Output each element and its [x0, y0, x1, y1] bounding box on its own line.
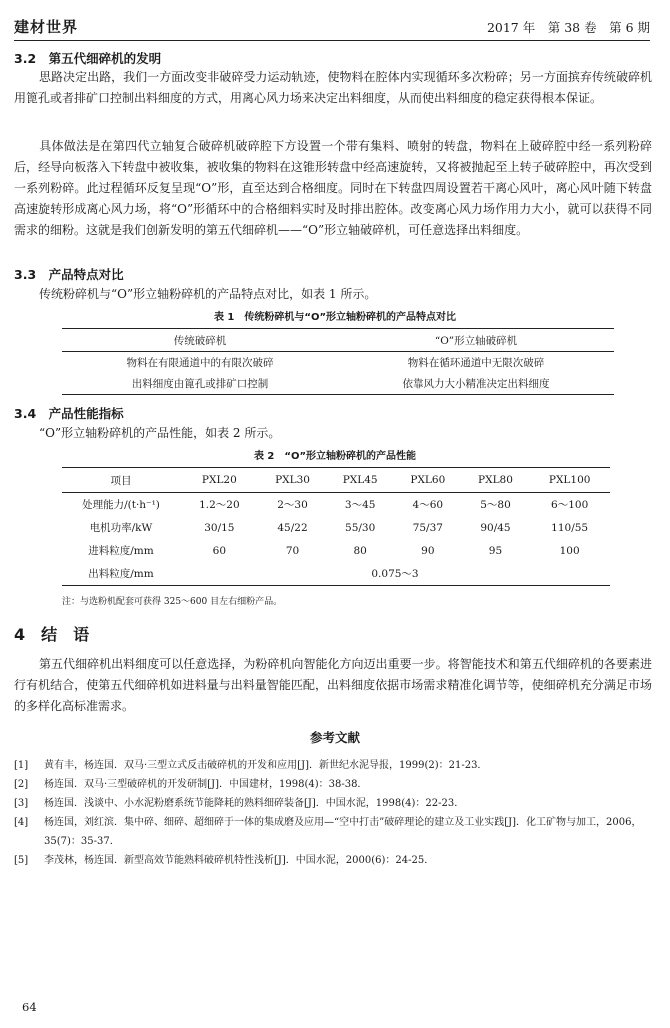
table-2-merged-cell: 0.075～3	[180, 562, 610, 586]
references-title: 参考文献	[309, 730, 360, 745]
table-2-cell: 55/30	[345, 521, 376, 534]
table-1-cell: 依靠风力大小精准决定出料细度	[338, 373, 614, 395]
reference-number: [5]	[14, 855, 29, 866]
reference-text: 黄有丰，杨连国．双马·三型立式反击破碎机的开发和应用[J]．新世纪水泥导报，1999(2)：21-23．	[44, 760, 488, 771]
table-2-cell: 75/37	[412, 521, 443, 534]
section-3-2-paragraph-2-text: 具体做法是在第四代立轴复合破碎机破碎腔下方设置一个带有集料、喷射的转盘，物料在上破碎腔中经一系列粉碎后，经导向板落入下转盘中被收集，被收集的物料在这锥形转盘中经高速旋转，又将被抛起至上转子破碎腔中，再次受到一系列粉碎。此过程循环反复呈现“O”形，直至达到合格细度。同时在下转盘四周设置若干离心风叶，离心风叶随下转盘高速旋转形成离心风力场，将“O”形循环中的合格细料实时及时排出腔体。改变离心风力场作用力大小，就可以获得不同需求的细粉。这就是我们创新发明的第五代细碎机——“O”形立轴破碎机，可任意选择出料细度。	[14, 139, 652, 237]
table-2-row-label: 处理能力/(t·h⁻¹)	[82, 499, 160, 511]
table-2-cell: 110/55	[551, 521, 589, 534]
table-2-cell: 70	[285, 544, 300, 557]
section-3-2-paragraph-1-text: 思路决定出路，我们一方面改变非破碎受力运动轨迹，使物料在腔体内实现循环多次粉碎；另一方面摈弃传统破碎机用篦孔或者排矿口控制出料细度的方式，用离心风力场来决定出料细度，从而使出料细度的稳定获得根本保证。	[14, 70, 652, 105]
section-3-2-heading: 3.2 第五代细碎机的发明	[14, 51, 162, 66]
table-row	[62, 562, 610, 586]
table-2-cell: 1.2～20	[199, 499, 240, 511]
table-1	[62, 328, 614, 395]
table-row	[62, 373, 614, 395]
table-2-caption: 表 2 “O”形立轴粉碎机的产品性能	[253, 451, 417, 462]
conclusion-paragraph-text: 第五代细碎机出料细度可以任意选择，为粉碎机向智能化方向迈出重要一步。将智能技术和第五代细碎机的各要素进行有机结合，使第五代细碎机如进料量与出料量智能匹配，出料细度依据市场需求精准化调节等，使细碎机充分满足市场的多样化高标准需求。	[14, 657, 652, 713]
table-2-row-label: 出料粒度/mm	[62, 562, 180, 586]
section-3-3-intro-text: 传统粉碎机与“O”形立轴粉碎机的产品特点对比，如表 1 所示。	[39, 287, 377, 301]
issue-info: 2017 年 第 38 卷 第 6 期	[486, 20, 650, 35]
reference-number: [3]	[14, 798, 29, 809]
table-row	[62, 352, 614, 374]
table-2-header-row	[62, 468, 610, 493]
section-3-4-intro	[14, 423, 652, 444]
table-2-cell: 60	[212, 544, 227, 557]
table-2-header-cell: 项目	[62, 468, 180, 493]
table-2-header-cell: PXL20	[180, 468, 259, 493]
section-3-3-heading: 3.3 产品特点对比	[14, 267, 124, 282]
table-1-cell: 物料在循环通道中无限次破碎	[407, 357, 545, 369]
reference-text: 杨连国．双马·三型破碎机的开发研制[J]．中国建材，1998(4)：38-38．	[44, 779, 368, 790]
table-2-cell: 95	[488, 544, 503, 557]
table-2-cell: 30/15	[204, 521, 235, 534]
list-item	[14, 794, 652, 813]
table-1-caption: 表 1 传统粉碎机与“O”形立轴粉碎机的产品特点对比	[213, 312, 457, 323]
table-2-cell: 45/22	[277, 521, 308, 534]
table-2-cell: 80	[353, 544, 367, 557]
table-1-header-cell: 传统破碎机	[62, 329, 338, 352]
section-3-3-intro	[14, 284, 652, 305]
section-3-4-heading: 3.4 产品性能指标	[14, 406, 124, 421]
table-2-cell: 2～30	[277, 499, 308, 511]
table-row	[62, 493, 610, 517]
table-2-note: 注：与选粉机配套可获得 325～600 目左右细粉产品。	[62, 597, 283, 607]
reference-number: [1]	[14, 760, 29, 771]
section-4-heading: 4 结 语	[14, 625, 90, 644]
table-1-cell: 物料在有限通道中的有限次破碎	[126, 357, 274, 369]
table-2-cell: 90	[421, 544, 435, 557]
table-2-cell: 90/45	[480, 521, 511, 534]
header-rule	[14, 40, 650, 41]
conclusion-paragraph	[14, 654, 652, 717]
table-2-header-cell: PXL60	[394, 468, 462, 493]
page-number: 64	[22, 1000, 37, 1014]
table-1-header-cell: “O”形立轴破碎机	[338, 329, 614, 352]
list-item	[14, 813, 652, 851]
table-2	[62, 467, 610, 586]
table-2-cell: 5～80	[480, 499, 511, 511]
reference-number: [4]	[14, 817, 29, 828]
table-row	[62, 539, 610, 562]
table-2-header-cell: PXL100	[529, 468, 610, 493]
section-3-4-intro-text: “O”形立轴粉碎机的产品性能，如表 2 所示。	[39, 426, 281, 440]
list-item	[14, 851, 652, 870]
section-3-2-paragraph-2	[14, 136, 652, 241]
table-2-header-cell: PXL30	[259, 468, 327, 493]
table-2-cell: 6～100	[551, 499, 589, 511]
list-item	[14, 756, 652, 775]
reference-list	[14, 756, 652, 870]
reference-text: 李茂林，杨连国．新型高效节能熟料破碎机特性浅析[J]．中国水泥，2000(6)：24-25．	[44, 855, 435, 866]
list-item	[14, 775, 652, 794]
table-2-cell: 4～60	[412, 499, 444, 511]
table-2-header-cell: PXL80	[462, 468, 530, 493]
reference-number: [2]	[14, 779, 29, 790]
table-2-header-cell: PXL45	[326, 468, 394, 493]
reference-text: 杨连国，刘红滨．集中碎、细碎、超细碎于一体的集成磨及应用—“空中打击”破碎理论的建立及工业实践[J]．化工矿物与加工，2006，35(7)：35-37．	[44, 817, 642, 847]
table-1-header-row	[62, 329, 614, 352]
table-2-row-label: 进料粒度/mm	[88, 545, 154, 557]
reference-text: 杨连国．浅谈中、小水泥粉磨系统节能降耗的熟料细碎装备[J]．中国水泥，1998(4)：22-23．	[44, 798, 465, 809]
table-2-row-label: 电机功率/kW	[89, 522, 153, 534]
table-2-cell: 3～45	[344, 499, 376, 511]
section-3-2-paragraph-1	[14, 67, 652, 109]
table-1-cell: 出料细度由篦孔或排矿口控制	[62, 373, 338, 395]
journal-title: 建材世界	[14, 18, 79, 36]
table-row	[62, 516, 610, 539]
table-2-cell: 100	[559, 544, 580, 557]
